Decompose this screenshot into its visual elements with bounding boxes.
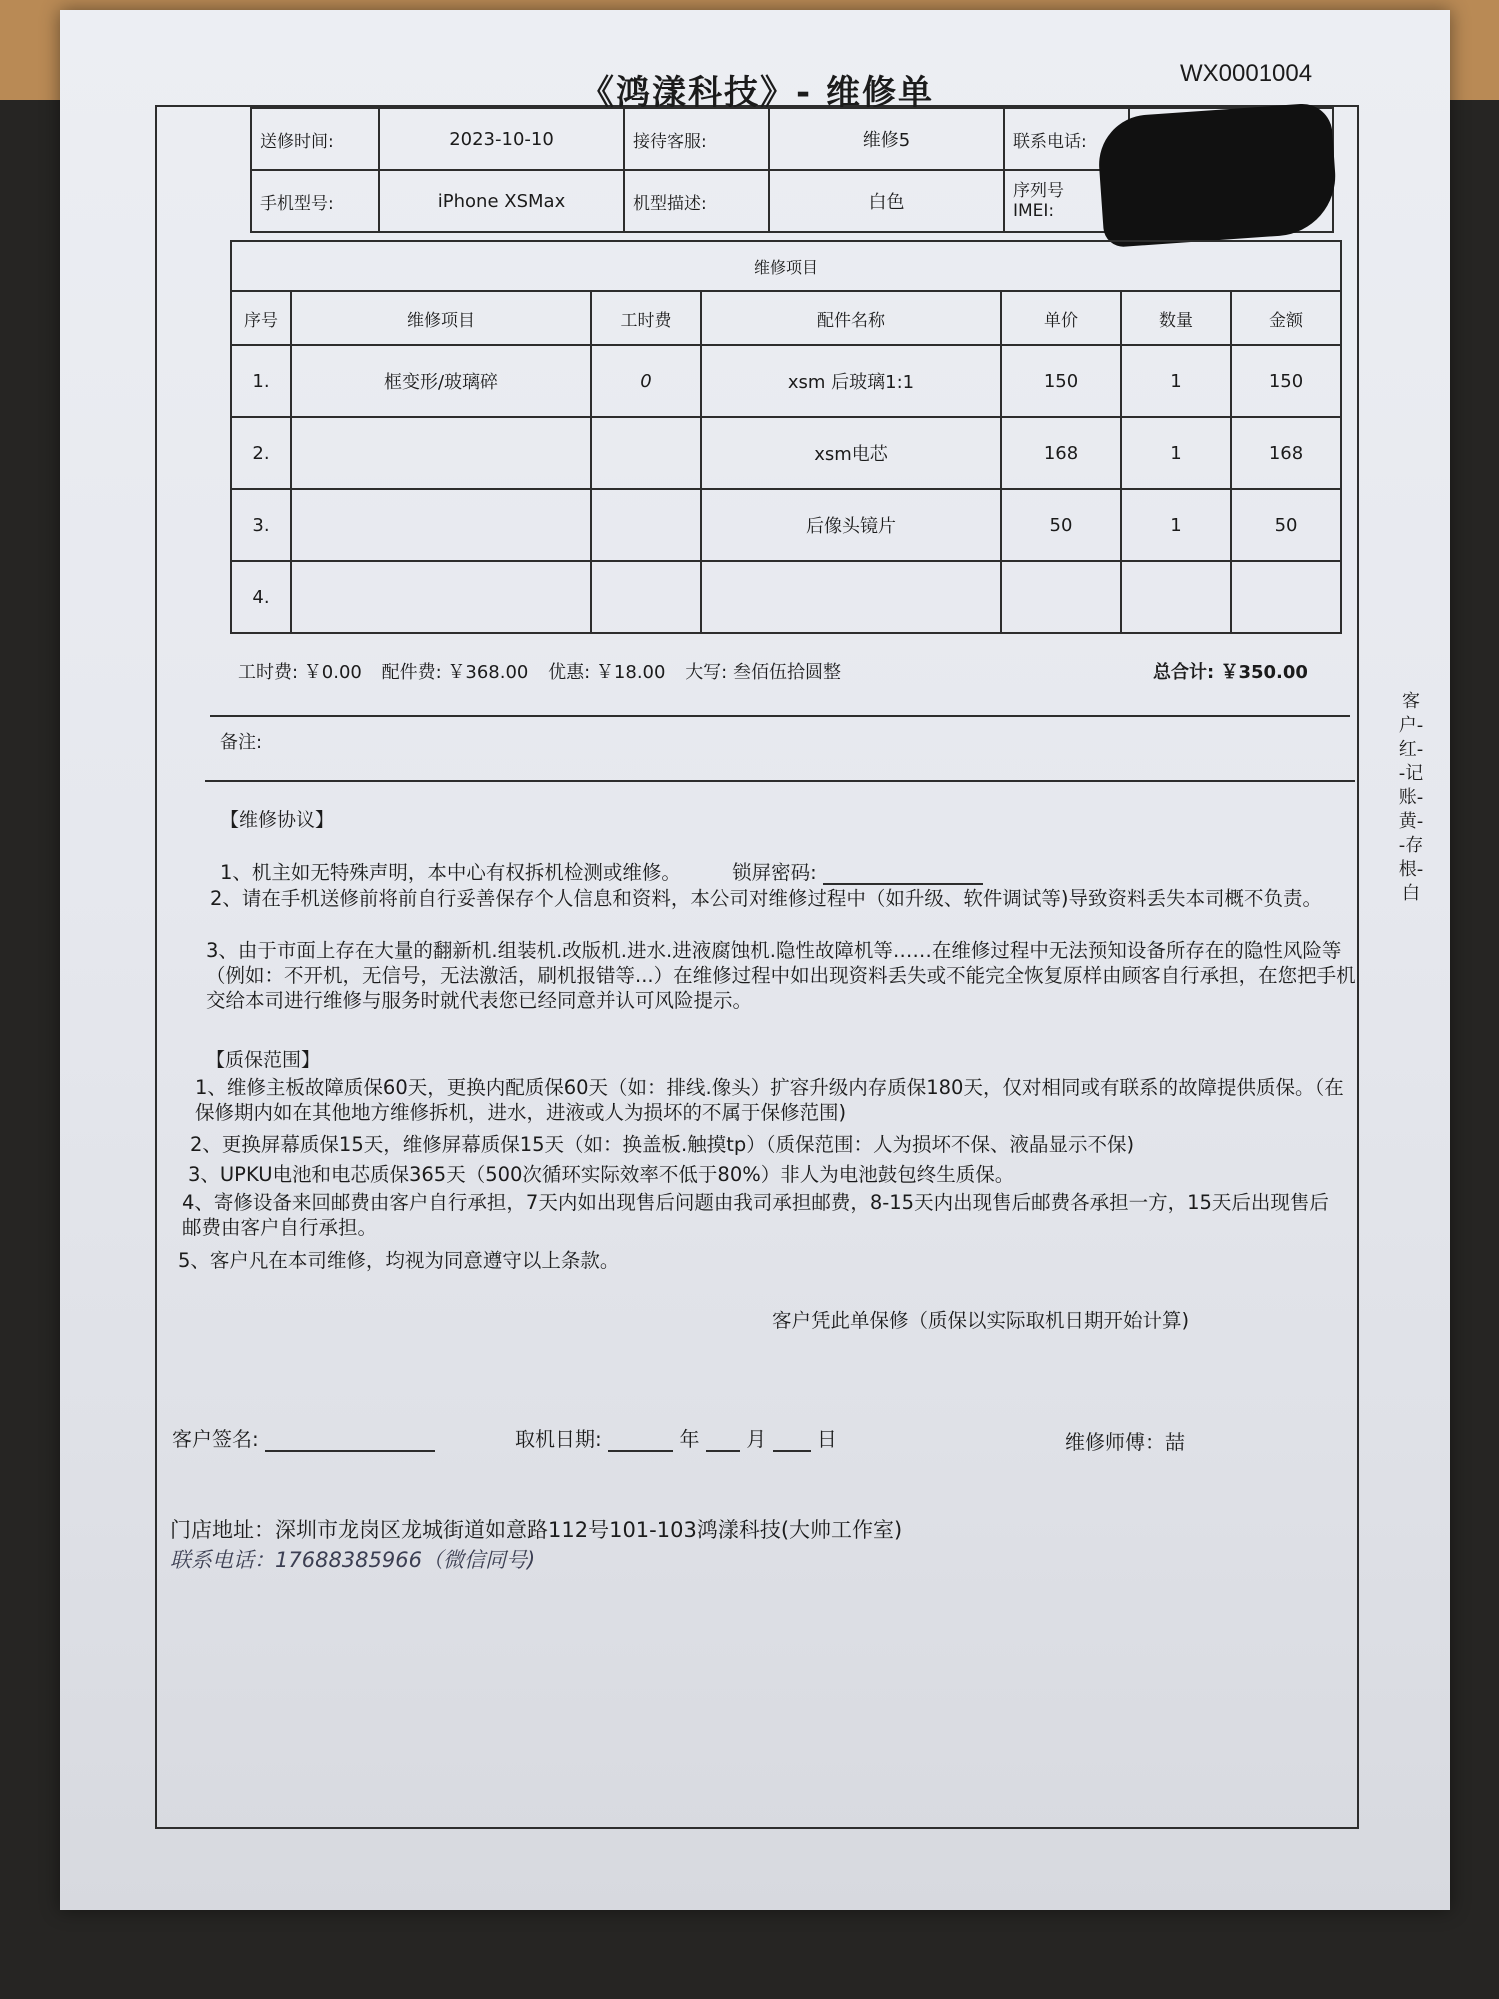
parts-total: 配件费: ￥368.00	[381, 662, 529, 683]
redaction-mark	[1096, 102, 1339, 248]
col-amount-cell: 150	[1231, 345, 1341, 417]
divider	[205, 780, 1355, 782]
copy-distribution-note: 客户-红--记账-黄--存根-白	[1398, 691, 1424, 904]
col-index-header: 序号	[231, 291, 291, 345]
lock-password-label: 锁屏密码:	[732, 861, 817, 884]
col-index-cell: 1.	[231, 345, 291, 417]
agreement-item-1-text: 1、机主如无特殊声明，本中心有权拆机检测或维修。	[220, 861, 681, 884]
items-table	[230, 240, 1342, 634]
col-part-name-cell: xsm电芯	[701, 417, 1001, 489]
col-index-cell: 2.	[231, 417, 291, 489]
service-value: 维修5	[769, 108, 1004, 170]
agreement-item-1	[220, 860, 1370, 885]
warranty-item-1: 1、维修主板故障质保60天，更换内配质保60天（如：排线.像头）扩容升级内存质保180天，仅对相同或有联系的故障提供质保。（在保修期内如在其他地方维修拆机，进水，进液或人为损坏的不属于保修范围)	[195, 1076, 1344, 1124]
pickup-date-label: 取机日期:	[515, 1427, 602, 1451]
col-part-name-header: 配件名称	[701, 291, 1001, 345]
labor-total: 工时费: ￥0.00	[238, 662, 362, 683]
col-quantity-cell: 1	[1121, 489, 1231, 561]
warranty-item-5: 5、客户凡在本司维修，均视为同意遵守以上条款。	[178, 1249, 620, 1272]
day-line	[773, 1430, 811, 1452]
warranty-item-4: 4、寄修设备来回邮费由客户自行承担，7天内如出现售后问题由我司承担邮费，8-15天内出现售后邮费各承担一方，15天后出现售后邮费由客户自行承担。	[182, 1191, 1329, 1239]
col-quantity-cell: 1	[1121, 417, 1231, 489]
col-unit-price-cell: 168	[1001, 417, 1121, 489]
order-number: WX0001004	[1180, 60, 1313, 87]
month-label: 月	[746, 1427, 767, 1451]
notes-label: 备注:	[220, 732, 263, 753]
agreement-item-2: 2、请在手机送修前将前自行妥善保存个人信息和资料，本公司对维修过程中（如升级、软件调试等)导致资料丢失本司概不负责。	[210, 887, 1323, 910]
warranty-title: 【质保范围】	[206, 1049, 321, 1071]
col-quantity-cell	[1121, 561, 1231, 633]
col-amount-cell	[1231, 561, 1341, 633]
agreement-item-3: 3、由于市面上存在大量的翻新机.组装机.改版机.进水.进液腐蚀机.隐性故障机等……在维修过程中无法预知设备所存在的隐性风险等（例如：不开机，无信号，无法激活，刷机报错等...）在维修过程中如出现资料丢失或不能完全恢复原样由顾客自行承担，在您把手机交给本司进行维修与服务时就代表您已经同意并认可风险提示。	[206, 939, 1356, 1012]
store-address: 门店地址：深圳市龙岗区龙城街道如意路112号101-103鸿漾科技(大帅工作室)	[170, 1518, 903, 1542]
items-section-title: 维修项目	[231, 241, 1341, 291]
col-labor-fee-cell: 0	[591, 345, 701, 417]
col-unit-price-cell: 50	[1001, 489, 1121, 561]
grand-total: 总合计: ￥350.00	[1153, 662, 1308, 683]
col-amount-cell: 168	[1231, 417, 1341, 489]
send-time-label: 送修时间:	[251, 108, 379, 170]
desc-label: 机型描述:	[624, 170, 769, 232]
col-labor-fee-header: 工时费	[591, 291, 701, 345]
col-unit-price-header: 单价	[1001, 291, 1121, 345]
col-index-cell: 4.	[231, 561, 291, 633]
col-amount-cell: 50	[1231, 489, 1341, 561]
signature-line	[265, 1430, 435, 1452]
col-repair-item-cell	[291, 489, 591, 561]
serial-label: 序列号 IMEI:	[1004, 170, 1129, 232]
day-label: 日	[816, 1427, 837, 1451]
col-index-cell: 3.	[231, 489, 291, 561]
month-line	[706, 1430, 740, 1452]
send-time-value: 2023-10-10	[379, 108, 624, 170]
col-part-name-cell: xsm 后玻璃1:1	[701, 345, 1001, 417]
col-quantity-cell: 1	[1121, 345, 1231, 417]
store-phone: 联系电话：17688385966（微信同号)	[170, 1548, 536, 1572]
model-label: 手机型号:	[251, 170, 379, 232]
col-repair-item-cell	[291, 417, 591, 489]
col-part-name-cell: 后像头镜片	[701, 489, 1001, 561]
capital-amount: 大写: 叁佰伍拾圆整	[685, 662, 841, 683]
signature-field	[172, 1423, 435, 1452]
year-line	[608, 1430, 673, 1452]
table-row	[231, 345, 1341, 417]
phone-label: 联系电话:	[1004, 108, 1129, 170]
warranty-note: 客户凭此单保修（质保以实际取机日期开始计算)	[772, 1309, 1190, 1332]
col-unit-price-cell: 150	[1001, 345, 1121, 417]
col-labor-fee-cell	[591, 489, 701, 561]
service-label: 接待客服:	[624, 108, 769, 170]
warranty-item-2: 2、更换屏幕质保15天，维修屏幕质保15天（如：换盖板.触摸tp）（质保范围：人为损坏不保、液晶显示不保)	[190, 1133, 1135, 1156]
col-labor-fee-cell	[591, 561, 701, 633]
col-labor-fee-cell	[591, 417, 701, 489]
col-repair-item-cell: 框变形/玻璃碎	[291, 345, 591, 417]
technician: 维修师傅：喆	[1065, 1430, 1185, 1454]
repair-order-paper	[60, 10, 1450, 1910]
agreement-title: 【维修协议】	[220, 809, 335, 831]
desc-value: 白色	[769, 170, 1004, 232]
discount-total: 优惠: ￥18.00	[548, 662, 666, 683]
year-label: 年	[679, 1427, 700, 1451]
divider	[210, 715, 1350, 717]
form-title: 《鸿漾科技》- 维修单	[580, 73, 934, 113]
col-unit-price-cell	[1001, 561, 1121, 633]
table-row	[231, 561, 1341, 633]
col-repair-item-header: 维修项目	[291, 291, 591, 345]
col-part-name-cell	[701, 561, 1001, 633]
warranty-item-3: 3、UPKU电池和电芯质保365天（500次循环实际效率不低于80%）非人为电池鼓包终生质保。	[188, 1163, 1015, 1186]
signature-label: 客户签名:	[172, 1427, 259, 1451]
pickup-date-field	[515, 1423, 837, 1452]
totals-row	[238, 658, 1348, 716]
col-repair-item-cell	[291, 561, 591, 633]
col-quantity-header: 数量	[1121, 291, 1231, 345]
table-row	[231, 489, 1341, 561]
table-row	[231, 417, 1341, 489]
model-value: iPhone XSMax	[379, 170, 624, 232]
lock-password-line	[823, 865, 983, 885]
store-info	[170, 1515, 902, 1575]
col-amount-header: 金额	[1231, 291, 1341, 345]
